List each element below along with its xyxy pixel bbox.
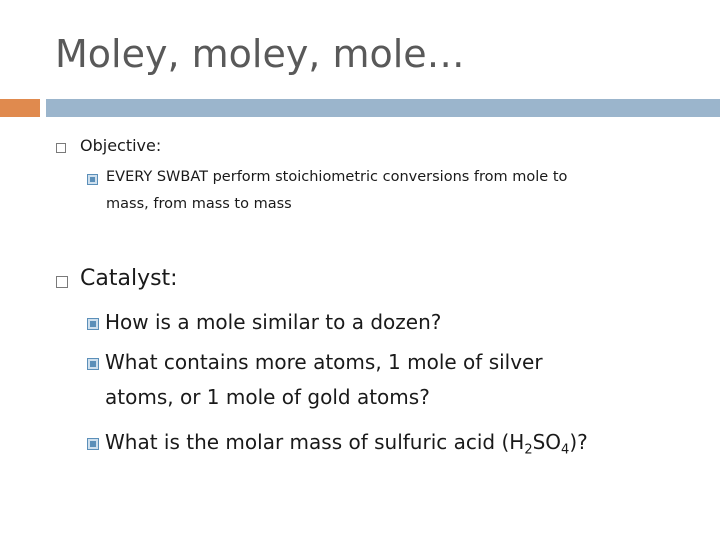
catalyst-question-2-line2: atoms, or 1 mole of gold atoms? [105, 385, 430, 409]
filled-square-bullet-icon [88, 319, 98, 329]
objective-item-line2: mass, from mass to mass [106, 196, 292, 212]
q3-text-post: )? [569, 430, 588, 454]
catalyst-question-3 [88, 430, 588, 458]
objective-item [88, 169, 567, 218]
catalyst-heading: Catalyst: [80, 266, 178, 291]
q3-text-mid: SO [532, 430, 562, 454]
hollow-square-bullet-icon [56, 143, 66, 153]
filled-square-bullet-icon [88, 175, 97, 184]
catalyst-question-2-line1: What contains more atoms, 1 mole of silver [105, 350, 543, 374]
catalyst-question-1 [88, 310, 441, 334]
q3-subscript-4: 4 [561, 442, 570, 458]
hollow-square-bullet-icon [56, 276, 68, 288]
catalyst-question-3-text [105, 430, 588, 458]
catalyst-bullet [56, 266, 178, 291]
objective-heading: Objective: [80, 136, 162, 155]
slide-title: Moley, moley, mole… [55, 32, 465, 76]
filled-square-bullet-icon [88, 439, 98, 449]
objective-bullet [56, 136, 161, 155]
q3-subscript-2: 2 [524, 442, 533, 458]
catalyst-question-1-text: How is a mole similar to a dozen? [105, 310, 442, 334]
q3-text-pre: What is the molar mass of sulfuric acid (H [105, 430, 525, 454]
objective-item-line1: EVERY SWBAT perform stoichiometric conversions from mole to [106, 169, 568, 185]
catalyst-question-2 [88, 350, 543, 415]
filled-square-bullet-icon [88, 359, 98, 369]
